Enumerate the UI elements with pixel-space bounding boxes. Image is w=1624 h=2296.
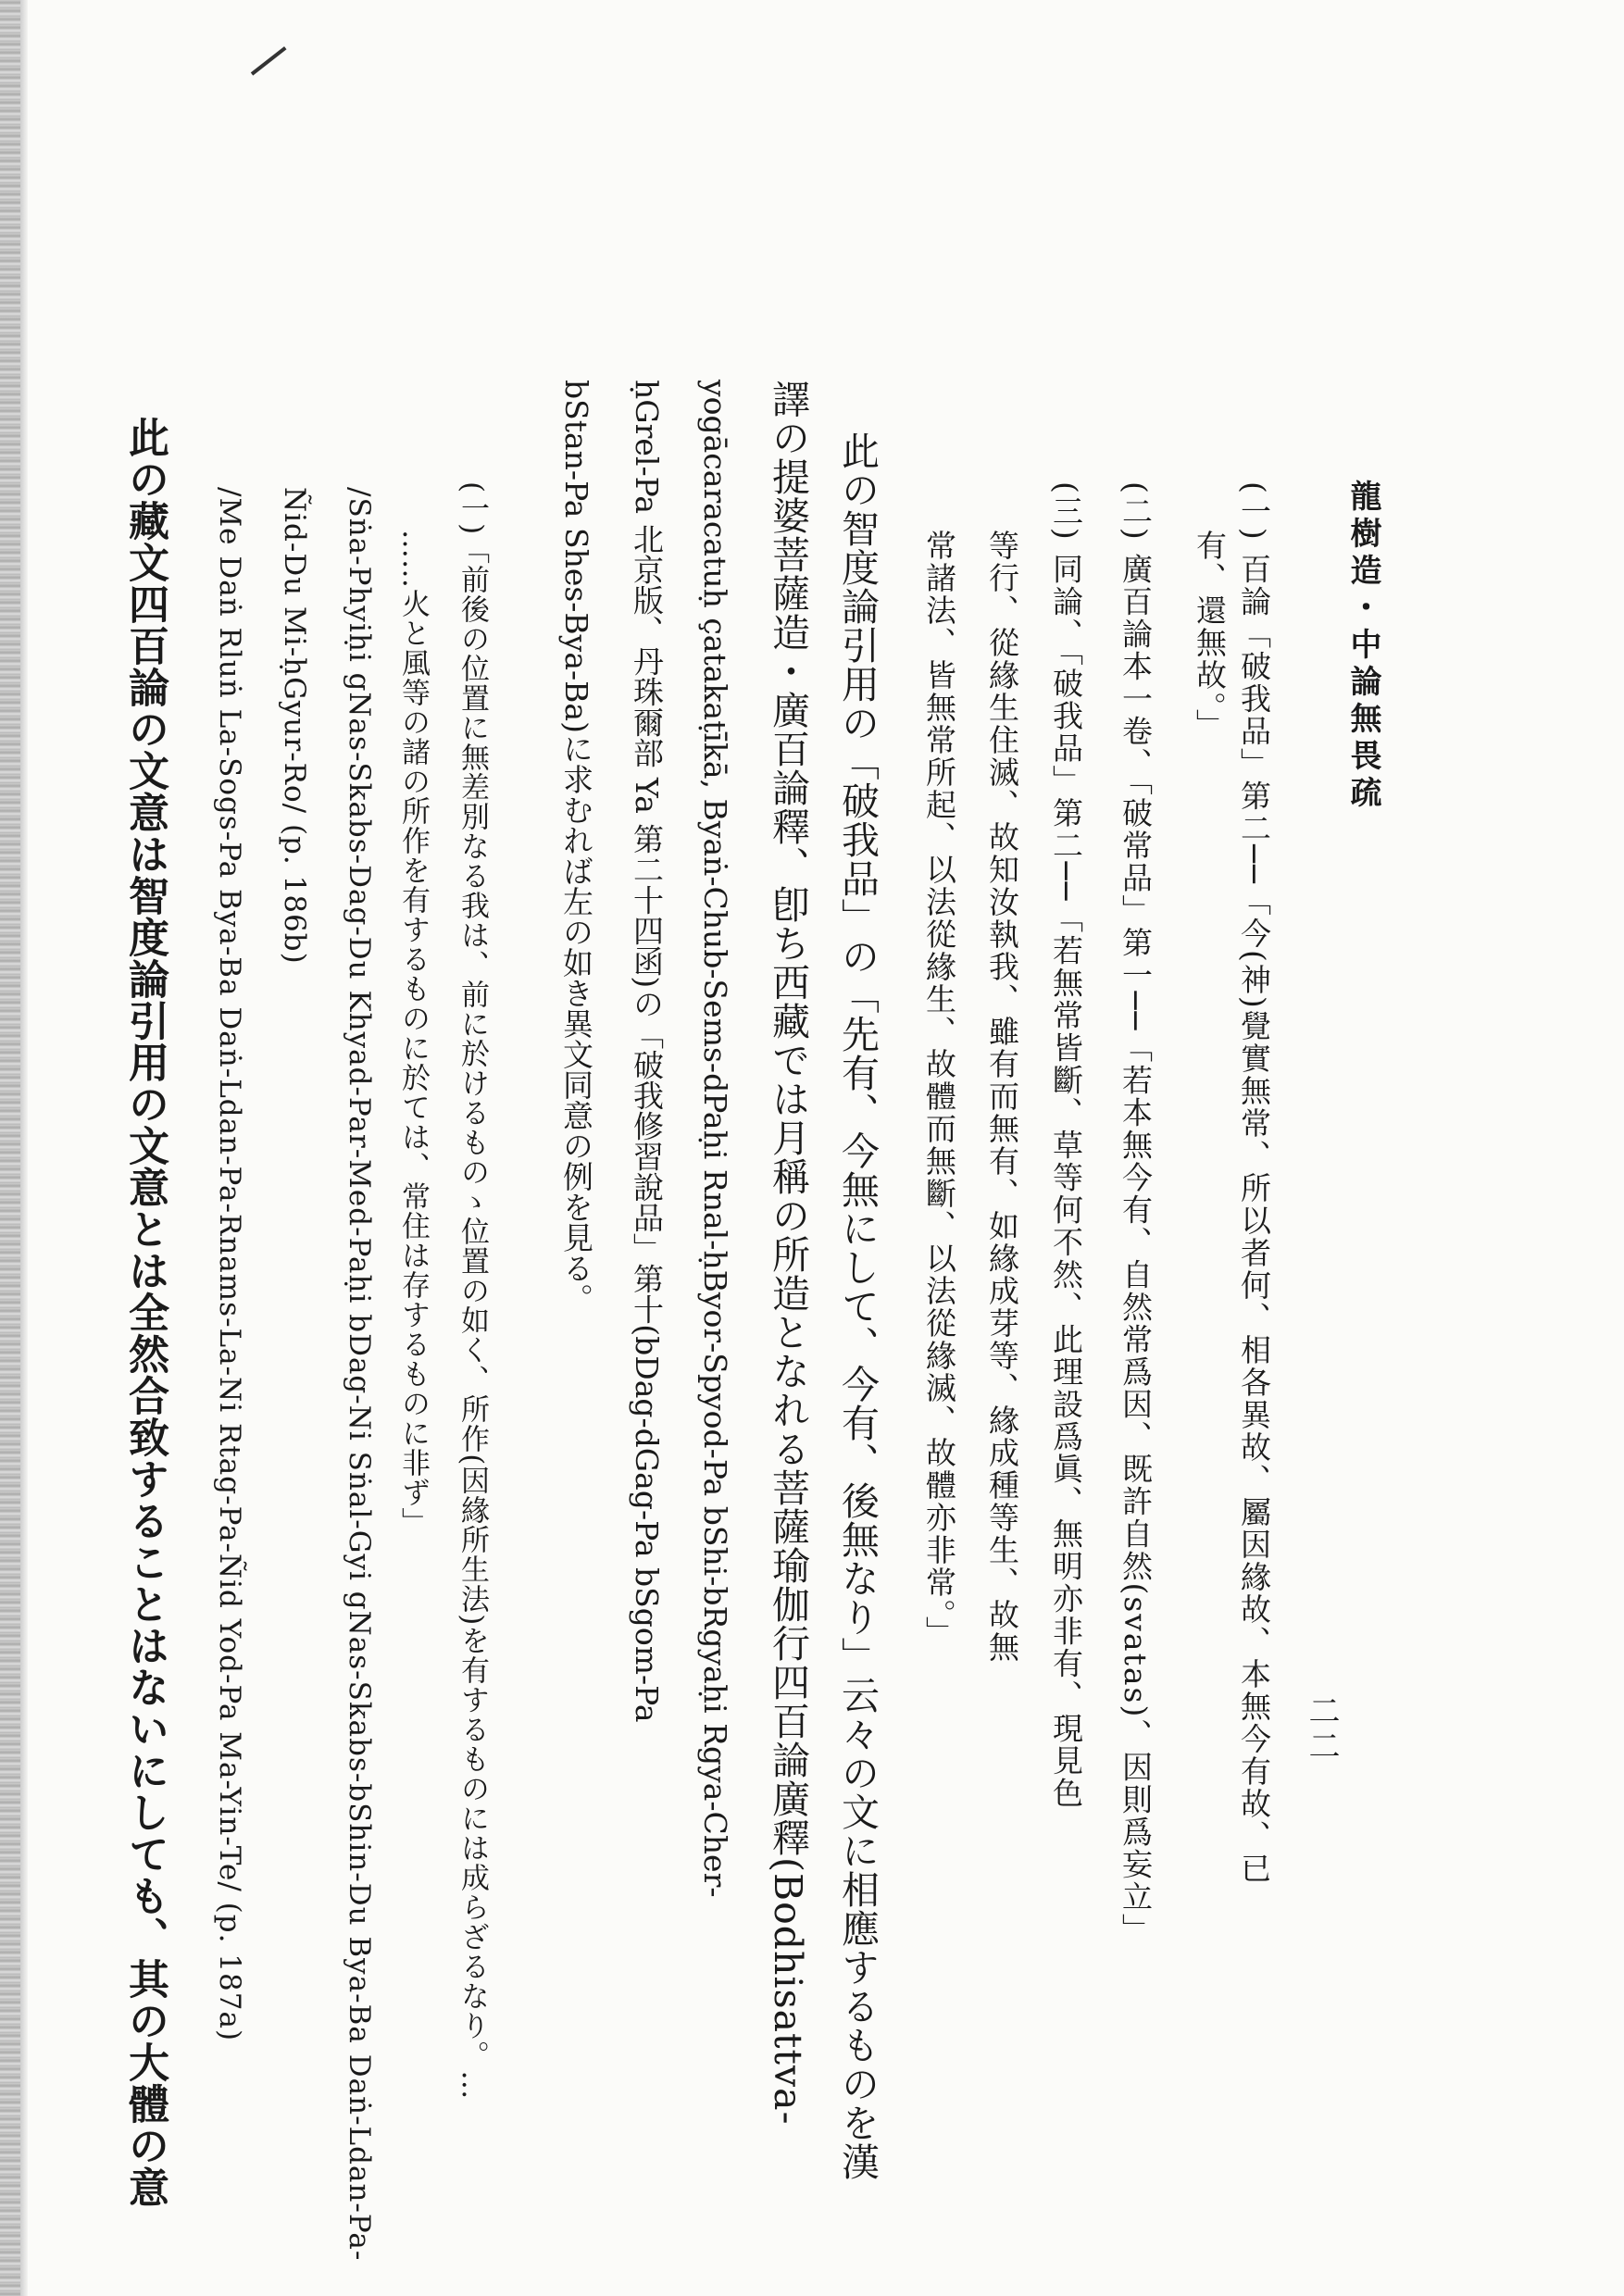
body-para1-line-5: bStan-Pa Shes-Bya-Ba)に求むれば左の如き異文同意の例を見る。 xyxy=(558,380,594,1314)
note-line-3: /Sṅa-Phyiḥi gNas-Skabs-Dag-Du Khyad-Par-Med-Paḥi bDag-Ni Sṅal-Gyi gNas-Skabs-bShin-Du Bya-Ba Daṅ-Ldan-Pa- xyxy=(343,487,376,2262)
note-line-2: ……火と風等の諸の所作を有するものに於ては、常住は存するものに非ず」 xyxy=(396,530,430,1537)
body-para1-line-4: ḥGrel-Pa 北京版、丹珠爾部 Ya 第二十四函)の「破我修習說品」第十(bDag-dGag-Pa bSgom-Pa xyxy=(629,380,665,1723)
note-line-1: (一)「前後の位置に無差別なる我は、前に於けるものゝ位置の如く、所作(因緣所生法)を有するものには成らざるなり。… xyxy=(456,481,489,2101)
body-para1-line-1: 此の智度論引用の「破我品」の「先有、今無にして、今有、後無なり」云々の文に相應するものを漢 xyxy=(835,431,880,2181)
body-para1-line-2: 譯の提婆菩薩造・廣百論釋、卽ち西藏では月稱の所造となれる菩薩瑜伽行四百論廣釋(Bodhisattva- xyxy=(766,380,810,2126)
page-number: 二二 xyxy=(1303,1694,1340,1765)
scan-border xyxy=(0,0,20,2296)
stray-pen-mark xyxy=(251,46,287,75)
note-line-5: /Me Daṅ Rluṅ La-Sogs-Pa Bya-Ba Daṅ-Ldan-Pa-Rnams-La-Ni Rtag-Pa-Ñid Yod-Pa Ma-Yin-Te/ (p. 187a) xyxy=(213,487,246,2042)
running-header-title: 龍樹造・中論無畏疏 xyxy=(1344,480,1381,813)
quote-3-line-2: 等行、從緣生住滅、故知汝執我、雖有而無有、如緣成芽等、緣成種等生、故無 xyxy=(984,530,1020,1664)
note-line-4: Ñid-Du Mi-ḥGyur-Ro/ (p. 186b) xyxy=(278,487,311,965)
body-para1-line-3: yogācaracatuḥ çatakaṭīkā, Byaṅ-Chub-Sems-dPaḥi Rnal-ḥByor-Spyod-Pa bShi-bRgyaḥi Rgya-Cher- xyxy=(697,380,733,1898)
quote-3-line-1: (三) 同論、「破我品」第二──「若無常皆斷、草等何不然、此理設爲眞、無明亦非有、現見色 xyxy=(1048,481,1084,1810)
quote-1-line-2: 有、還無故。」 xyxy=(1192,530,1228,742)
quote-3-line-3: 常諸法、皆無常所起、以法從緣生、故體而無斷、以法從緣滅、故體亦非常。」 xyxy=(921,530,957,1649)
quote-2-line-1: (二) 廣百論本一卷、「破常品」第一──「若本無今有、自然常爲因、既許自然(svatas)、因則爲妄立」 xyxy=(1118,481,1154,1946)
scan-border-shadow xyxy=(20,0,28,2296)
body-para2: 此の藏文四百論の文意は智度論引用の文意とは全然合致することはないにしても、其の大體の意 xyxy=(121,417,169,2208)
quote-1-line-1: (一) 百論「破我品」第二──「今(神)覺實無常、所以者何、相各異故、屬因緣故、本無今有故、已 xyxy=(1236,481,1272,1885)
